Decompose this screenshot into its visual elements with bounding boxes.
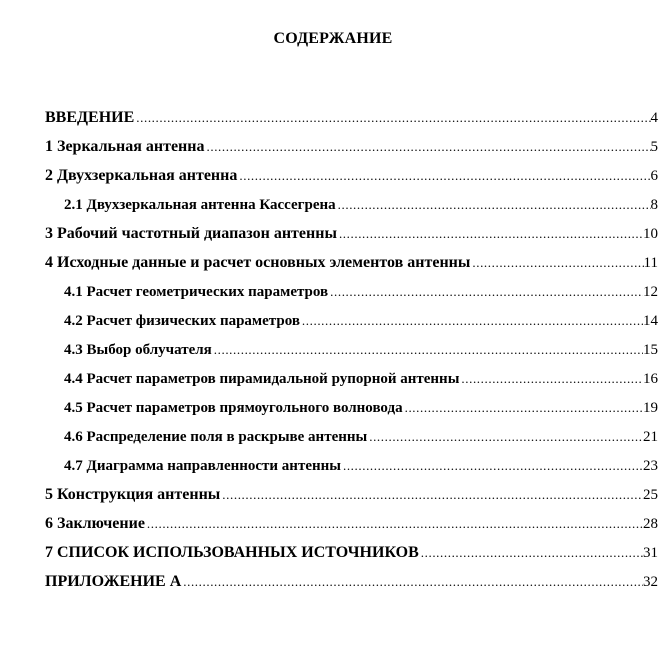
toc-entry-label: 4.7 Диаграмма направленности антенны xyxy=(64,458,341,474)
dot-leader xyxy=(419,538,643,567)
toc-page-number: 25 xyxy=(643,487,658,503)
table-of-contents xyxy=(45,103,658,596)
toc-entry-section-4-4[interactable] xyxy=(45,364,658,393)
toc-entry-label: ПРИЛОЖЕНИЕ А xyxy=(45,573,182,590)
dot-leader xyxy=(470,248,643,277)
toc-entry-label: 2 Двухзеркальная антенна xyxy=(45,167,238,184)
dot-leader xyxy=(300,306,643,335)
toc-entry-label: 7 СПИСОК ИСПОЛЬЗОВАННЫХ ИСТОЧНИКОВ xyxy=(45,544,419,561)
toc-page-number: 12 xyxy=(643,284,658,300)
toc-entry-label: 4.4 Расчет параметров пирамидальной рупорной антенны xyxy=(64,371,460,387)
toc-entry-section-4-2[interactable] xyxy=(45,306,658,335)
dot-leader xyxy=(328,277,643,306)
toc-page-number: 10 xyxy=(643,226,658,242)
toc-entry-introduction[interactable] xyxy=(45,103,658,132)
toc-page-number: 31 xyxy=(643,545,658,561)
toc-entry-section-4[interactable] xyxy=(45,248,658,277)
dot-leader xyxy=(367,422,643,451)
toc-entry-section-4-7[interactable] xyxy=(45,451,658,480)
toc-page-number: 14 xyxy=(643,313,658,329)
toc-page-number: 8 xyxy=(650,197,658,213)
dot-leader xyxy=(134,103,650,132)
toc-page-number: 28 xyxy=(643,516,658,532)
dot-leader xyxy=(205,132,651,161)
toc-page-number: 15 xyxy=(643,342,658,358)
toc-entry-label: 4.2 Расчет физических параметров xyxy=(64,313,300,329)
toc-entry-label: 4.6 Распределение поля в раскрыве антенны xyxy=(64,429,368,445)
toc-entry-section-4-1[interactable] xyxy=(45,277,658,306)
toc-entry-section-1[interactable] xyxy=(45,132,658,161)
toc-entry-label: 3 Рабочий частотный диапазон антенны xyxy=(45,225,337,242)
toc-entry-label: 4.5 Расчет параметров прямоугольного волновода xyxy=(64,400,403,416)
toc-entry-section-4-3[interactable] xyxy=(45,335,658,364)
toc-page-number: 6 xyxy=(650,168,658,184)
toc-entry-section-5[interactable] xyxy=(45,480,658,509)
toc-entry-appendix-a[interactable] xyxy=(45,567,658,596)
dot-leader xyxy=(181,567,643,596)
dot-leader xyxy=(403,393,643,422)
dot-leader xyxy=(336,190,651,219)
dot-leader xyxy=(145,509,643,538)
toc-page-number: 23 xyxy=(643,458,658,474)
toc-entry-section-2[interactable] xyxy=(45,161,658,190)
toc-entry-label: 4 Исходные данные и расчет основных элементов антенны xyxy=(45,254,471,271)
dot-leader xyxy=(220,480,643,509)
toc-entry-label: 4.1 Расчет геометрических параметров xyxy=(64,284,329,300)
toc-entry-label: 1 Зеркальная антенна xyxy=(45,138,205,155)
toc-page-number: 16 xyxy=(643,371,658,387)
toc-entry-section-7[interactable] xyxy=(45,538,658,567)
toc-entry-section-3[interactable] xyxy=(45,219,658,248)
toc-entry-section-6[interactable] xyxy=(45,509,658,538)
toc-page-number: 5 xyxy=(650,139,658,155)
toc-entry-section-4-6[interactable] xyxy=(45,422,658,451)
toc-page-number: 21 xyxy=(643,429,658,445)
toc-page-number: 32 xyxy=(643,574,658,590)
toc-entry-label: 6 Заключение xyxy=(45,515,145,532)
toc-entry-label: ВВЕДЕНИЕ xyxy=(45,109,135,126)
toc-entry-label: 2.1 Двухзеркальная антенна Кассегрена xyxy=(64,197,336,213)
toc-entry-section-4-5[interactable] xyxy=(45,393,658,422)
toc-page-number: 19 xyxy=(643,400,658,416)
dot-leader xyxy=(341,451,643,480)
toc-entry-label: 5 Конструкция антенны xyxy=(45,486,221,503)
toc-page-number: 4 xyxy=(650,110,658,126)
dot-leader xyxy=(337,219,643,248)
dot-leader xyxy=(459,364,643,393)
page-title: СОДЕРЖАНИЕ xyxy=(273,30,393,47)
toc-entry-section-2-1[interactable] xyxy=(45,190,658,219)
dot-leader xyxy=(237,161,650,190)
dot-leader xyxy=(212,335,643,364)
toc-entry-label: 4.3 Выбор облучателя xyxy=(64,342,212,358)
toc-page-number: 11 xyxy=(643,255,658,271)
